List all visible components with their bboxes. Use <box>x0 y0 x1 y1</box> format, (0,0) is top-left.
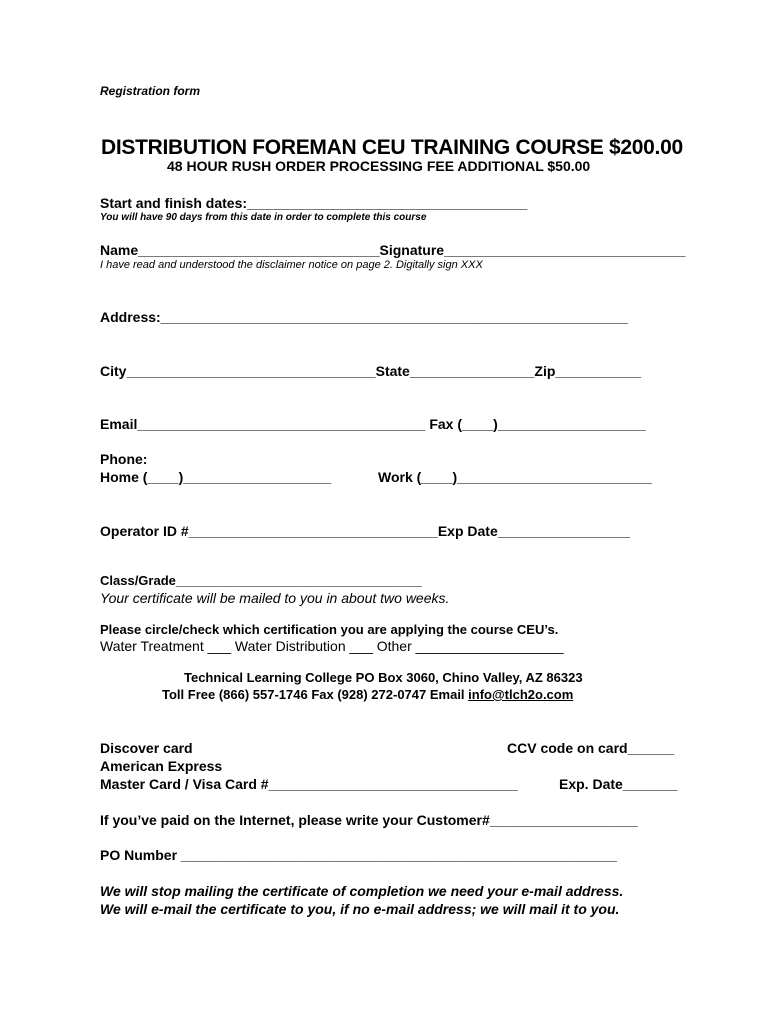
phone-label: Phone: <box>100 451 148 467</box>
ccv-code-field[interactable]: CCV code on card______ <box>507 740 675 756</box>
discover-card-option[interactable]: Discover card <box>100 740 193 756</box>
page-title: DISTRIBUTION FOREMAN CEU TRAINING COURSE $200.00 <box>101 136 683 159</box>
card-exp-date-field[interactable]: Exp. Date_______ <box>559 776 678 792</box>
po-number-field[interactable]: PO Number ________________________________________________________ <box>100 847 617 863</box>
email-delivery-note: We will e-mail the certificate to you, if no e-mail address; we will mail it to you. <box>100 901 620 917</box>
college-address: Technical Learning College PO Box 3060, Chino Valley, AZ 86323 <box>184 670 583 685</box>
disclaimer-note: I have read and understood the disclaimer notice on page 2. Digitally sign XXX <box>100 259 483 271</box>
card-number-field[interactable]: Master Card / Visa Card #________________________________ <box>100 776 518 792</box>
certification-prompt: Please circle/check which certification you are applying the course CEU’s. <box>100 622 559 637</box>
work-phone-field[interactable]: Work (____)_________________________ <box>378 469 652 485</box>
dates-note: You will have 90 days from this date in order to complete this course <box>100 212 427 223</box>
certificate-mail-note: Your certificate will be mailed to you in about two weeks. <box>100 590 450 606</box>
address-field[interactable]: Address:____________________________________________________________ <box>100 309 628 325</box>
start-finish-dates-field[interactable]: Start and finish dates:____________________________________ <box>100 195 528 211</box>
toll-free-fax: Toll Free (866) 557-1746 Fax (928) 272-0747 Email <box>162 687 469 702</box>
name-signature-field[interactable]: Name_______________________________Signature_______________________________ <box>100 242 686 258</box>
city-state-zip-field[interactable]: City________________________________State________________Zip___________ <box>100 363 642 379</box>
operator-id-exp-field[interactable]: Operator ID #________________________________Exp Date_________________ <box>100 523 631 539</box>
college-email-link[interactable]: info@tlch2o.com <box>468 687 574 702</box>
american-express-option[interactable]: American Express <box>100 758 223 774</box>
email-requirement-note: We will stop mailing the certificate of completion we need your e-mail address. <box>100 883 624 899</box>
rush-fee-subtitle: 48 HOUR RUSH ORDER PROCESSING FEE ADDITIONAL $50.00 <box>167 158 591 174</box>
customer-number-field[interactable]: If you’ve paid on the Internet, please write your Customer#___________________ <box>100 812 638 828</box>
email-fax-field[interactable]: Email_____________________________________ Fax (____)___________________ <box>100 416 646 432</box>
form-label: Registration form <box>100 84 201 98</box>
certification-options[interactable]: Water Treatment ___ Water Distribution ___ Other ___________________ <box>100 638 564 654</box>
college-contact <box>162 687 573 702</box>
class-grade-field[interactable]: Class/Grade__________________________________ <box>100 573 422 588</box>
home-phone-field[interactable]: Home (____)___________________ <box>100 469 332 485</box>
